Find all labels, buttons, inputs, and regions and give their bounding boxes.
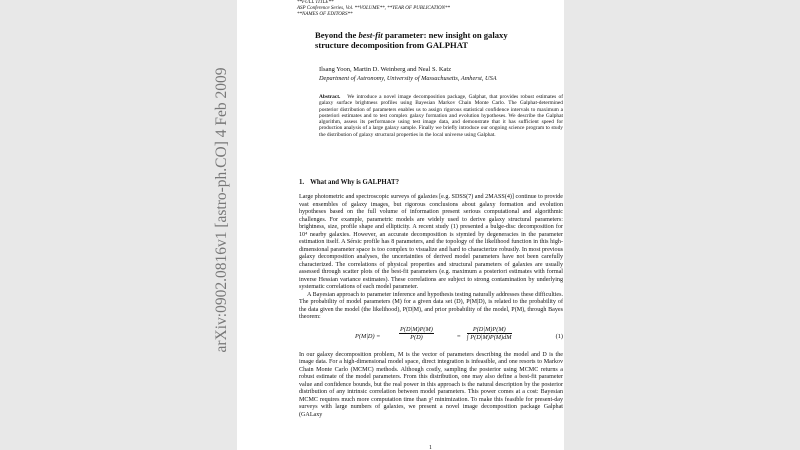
fraction-1-denominator: P(D) [410,334,423,341]
section-heading [299,179,399,186]
section-number: 1. [299,179,305,186]
section-body [299,194,563,419]
equation-number: (1) [555,332,563,340]
author-list: Ilsang Yoon, Martin D. Weinberg and Neal S. Katz [319,66,452,73]
fraction-1-numerator: P(D|M)P(M) [400,325,433,333]
header-conference-series: ASP Conference Series, Vol. **VOLUME**, **YEAR OF PUBLICATION** [297,6,450,11]
title-part-3: parameter: new insight on galaxy structure decomposition from GALPHAT [315,30,508,50]
title-part-1: Beyond the [315,30,359,40]
equation-fraction-1 [399,326,434,342]
bayes-equation [299,326,563,348]
fraction-2-denominator: ∫ P(D|M)P(M)dM [467,334,512,341]
fraction-2-numerator: P(D|M)P(M) [467,326,512,335]
arxiv-stamp-text: arXiv:0902.0816v1 [astro-ph.CO] 4 Feb 2009 [213,67,230,353]
header-full-title: **FULL TITLE** [297,0,334,5]
paragraph-3: In our galaxy decomposition problem, M is the vector of parameters describing the model and D is the image data. For a high-dimensional model space, direct integration is infeasible, and one resorts to Markov Chain Monte Carlo (MCMC) methods. Although costly, sampling the posterior using MCMC returns a robust estimate of the model parameters. From this distribution, one may also define a best-fit parameter value and confidence bounds, but the real power in this approach is the natural description by the posterior distribution of any intrinsic correlation between model parameters. This power comes at a cost: Bayesian MCMC requires much more computation time than χ² minimization. To make this feasible for present-day surveys with large numbers of galaxies, we present a novel image decomposition package Galphat (GALaxy [299,351,563,418]
equation-equals: = [457,332,461,340]
page-number: 1 [429,445,432,450]
abstract-label: Abstract. [319,94,341,100]
abstract-text: We introduce a novel image decomposition package, Galphat, that provides robust estimates of galaxy surface brightness profiles using Bayesian Markov Chain Monte Carlo. The Galphat-determined posterior distribution of parameters enables us to assign rigorous statistical confidence intervals to maximum a posteriori estimates and to test complex galaxy formation and evolution hypotheses. We describe the Galphat algorithm, assess its performance using test image data, and demonstrate that it has sufficient speed for production analysis of a large galaxy sample. Finally we briefly introduce our ongoing science program to study the distribution of galaxy structural properties in the local universe using Galphat. [319,94,563,138]
section-title: What and Why is GALPHAT? [310,179,399,186]
affiliation: Department of Astronomy, University of Massachusetts, Amherst, USA [319,75,497,82]
title-part-2: best-fit [358,30,383,40]
equation-lhs: P(M|D) = [355,332,381,340]
equation-fraction-2 [467,326,512,342]
paragraph-2: A Bayesian approach to parameter inference and hypothesis testing naturally addresses these difficulties. The probability of model parameters (M) for a given data set (D), P(M|D), is related to the probability of the data given the model (the likelihood), P(D|M), and prior probability of the model, P(M), through Bayes theorem: [299,291,563,320]
paper-page [237,0,564,450]
paper-title [315,30,525,50]
abstract [319,94,563,138]
paragraph-1: Large photometric and spectroscopic surveys of galaxies [e.g. SDSS(7) and 2MASS(4)] continue to provide vast ensembles of galaxy images, but rigorous conclusions about galaxy formation and evolution hypotheses based on the full volume of information present serious computational and algorithmic challenges. For example, parametric models are widely used to derive galaxy structural parameters: brightness, size, profile shape and ellipticity. A recent study (1) presented a bulge-disc decomposition for 10⁴ nearby galaxies. However, an accurate decomposition is stymied by degeneracies in the parameter estimation itself. A Sérsic profile has 8 parameters, and the topology of the likelihood function in this high-dimensional parameter space is too complex to visualize and hard to characterize robustly. In most previous galaxy decomposition analyses, the uncertainties of derived model parameters have not been carefully characterized. The correlations of physical properties and structural parameters of galaxies are usually assessed through scatter plots of the best-fit parameters (e.g. maximum a posteriori estimates with formal inverse Hessian variance estimates). These correlations are subject to strong contamination by underlying systematic correlations of each model parameter. [299,194,563,290]
header-editors: **NAMES OF EDITORS** [297,12,353,17]
